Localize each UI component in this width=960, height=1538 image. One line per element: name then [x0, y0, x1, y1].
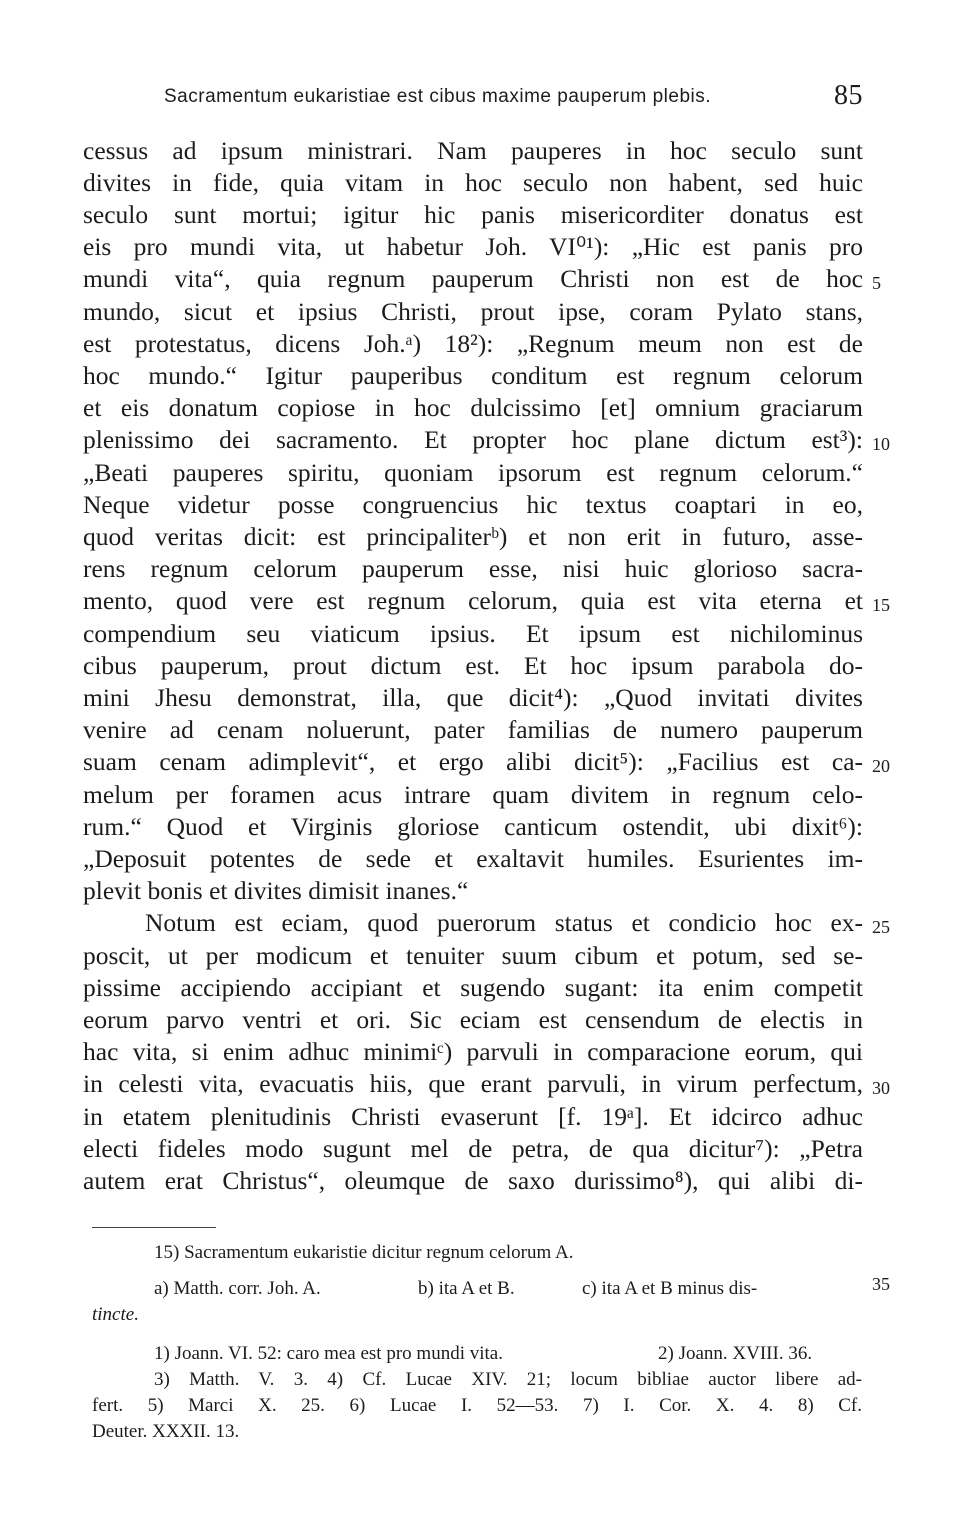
text-line: „Deposuit potentes de sede et exaltavit humiles. Esurientes im-	[83, 844, 863, 873]
text-line: eis pro mundi vita, ut habetur Joh. VI⁰¹): „Hic est panis pro	[83, 232, 863, 261]
text-line: quod veritas dicit: est principaliterᵇ) et non erit in futuro, asse-	[83, 522, 863, 551]
source-note-line: fert. 5) Marci X. 25. 6) Lucae I. 52—53. 7) I. Cor. X. 4. 8) Cf.	[92, 1395, 862, 1416]
text-line: suam cenam adimplevit“, et ergo alibi dicit⁵): „Facilius est ca-	[83, 747, 863, 776]
text-line: mundo, sicut et ipsius Christi, prout ipse, coram Pylato stans,	[83, 297, 863, 326]
running-head-title: Sacramentum eukaristiae est cibus maxime pauperum plebis.	[164, 86, 712, 107]
line-number: 20	[872, 756, 890, 776]
source-note-2: 2) Joann. XVIII. 36.	[658, 1343, 813, 1364]
marginal-note: 15) Sacramentum eukaristie dicitur regnum celorum A.	[154, 1242, 574, 1263]
variant-note-b: b) ita A et B.	[418, 1278, 515, 1299]
text-line: electi fideles modo sugunt mel de petra, de qua dicitur⁷): „Petra	[83, 1134, 863, 1163]
text-line: mundi vita“, quia regnum pauperum Christi non est de hoc	[83, 264, 863, 293]
text-line: melum per foramen acus intrare quam divitem in regnum celo-	[83, 780, 863, 809]
variant-note-c: c) ita A et B minus dis-	[582, 1278, 758, 1299]
line-number: 35	[872, 1274, 890, 1294]
footnote-separator	[92, 1227, 216, 1228]
text-line: in celesti vita, evacuatis hiis, que erant parvuli, in virum perfectum,	[83, 1069, 863, 1098]
text-line: cessus ad ipsum ministrari. Nam pauperes in hoc seculo sunt	[83, 136, 863, 165]
line-number: 30	[872, 1078, 890, 1098]
text-line: plevit bonis et divites dimisit inanes.“	[83, 876, 469, 905]
variant-note-continued: tincte.	[92, 1304, 139, 1325]
text-line: mento, quod vere est regnum celorum, quia est vita eterna et	[83, 586, 863, 615]
line-number: 15	[872, 595, 890, 615]
text-line: poscit, ut per modicum et tenuiter suum cibum et potum, sed se-	[83, 941, 863, 970]
line-number: 5	[872, 273, 881, 293]
text-line: compendium seu viaticum ipsius. Et ipsum est nichilominus	[83, 619, 863, 648]
text-line: seculo sunt mortui; igitur hic panis misericorditer donatus est	[83, 200, 863, 229]
text-line: rum.“ Quod et Virginis gloriose canticum ostendit, ubi dixit⁶):	[83, 812, 863, 841]
text-line: cibus pauperum, prout dictum est. Et hoc ipsum parabola do-	[83, 651, 863, 680]
text-line: venire ad cenam noluerunt, pater familias de numero pauperum	[83, 715, 863, 744]
line-number: 10	[872, 434, 890, 454]
source-note-1: 1) Joann. VI. 52: caro mea est pro mundi vita.	[154, 1343, 503, 1364]
text-line: hoc mundo.“ Igitur pauperibus conditum est regnum celorum	[83, 361, 863, 390]
source-note-line: 3) Matth. V. 3. 4) Cf. Lucae XIV. 21; locum bibliae auctor libere ad-	[154, 1369, 862, 1390]
text-line: mini Jhesu demonstrat, illa, que dicit⁴): „Quod invitati divites	[83, 683, 863, 712]
text-line: in etatem plenitudinis Christi evaserunt [f. 19ᵃ]. Et idcirco adhuc	[83, 1102, 863, 1131]
text-line: hac vita, si enim adhuc minimiᶜ) parvuli in comparacione eorum, qui	[83, 1037, 863, 1066]
variant-note-a: a) Matth. corr. Joh. A.	[154, 1278, 321, 1299]
text-line: Notum est eciam, quod puerorum status et condicio hoc ex-	[145, 908, 863, 937]
text-line: plenissimo dei sacramento. Et propter hoc plane dictum est³):	[83, 425, 863, 454]
text-line: eorum parvo ventri et ori. Sic eciam est censendum de electis in	[83, 1005, 863, 1034]
text-line: est protestatus, dicens Joh.ᵃ) 18²): „Regnum meum non est de	[83, 329, 863, 358]
text-line: Neque videtur posse congruencius hic textus coaptari in eo,	[83, 490, 863, 519]
text-line: pissime accipiendo accipiant et sugendo sugant: ita enim competit	[83, 973, 863, 1002]
source-note-line: Deuter. XXXII. 13.	[92, 1421, 240, 1442]
text-line: divites in fide, quia vitam in hoc seculo non habent, sed huic	[83, 168, 863, 197]
text-line: et eis donatum copiose in hoc dulcissimo [et] omnium graciarum	[83, 393, 863, 422]
text-line: rens regnum celorum pauperum esse, nisi huic glorioso sacra-	[83, 554, 863, 583]
text-line: „Beati pauperes spiritu, quoniam ipsorum est regnum celorum.“	[83, 458, 863, 487]
text-line: autem erat Christus“, oleumque de saxo durissimo⁸), qui alibi di-	[83, 1166, 863, 1195]
page-number: 85	[834, 80, 863, 111]
running-head	[164, 80, 884, 116]
line-number: 25	[872, 917, 890, 937]
